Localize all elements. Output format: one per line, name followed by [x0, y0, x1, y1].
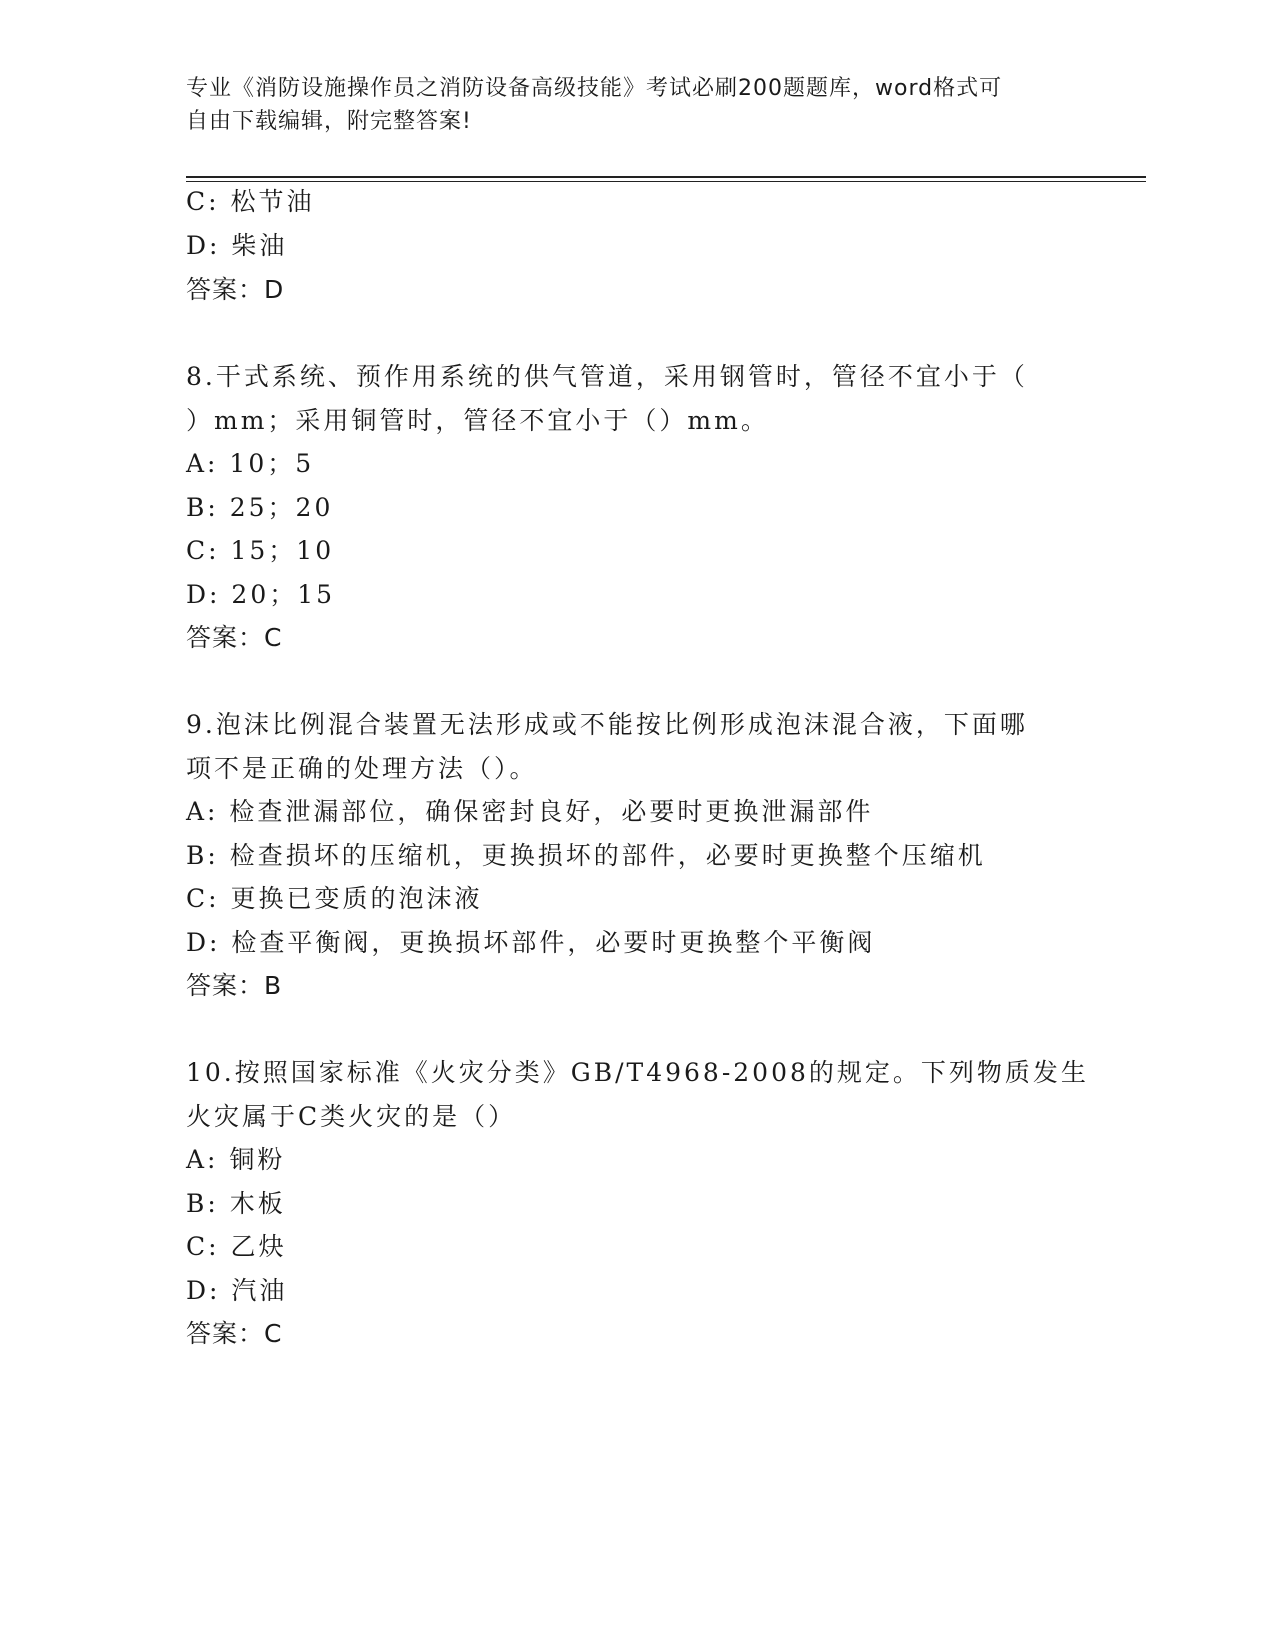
q10-option-c: C: 乙炔: [186, 1232, 287, 1261]
q9-option-a: A: 检查泄漏部位，确保密封良好，必要时更换泄漏部件: [186, 797, 874, 826]
q9-answer: 答案：B: [186, 971, 283, 1000]
q10-option-a: A: 铜粉: [186, 1145, 286, 1174]
q9-option-d: D: 检查平衡阀，更换损坏部件，必要时更换整个平衡阀: [186, 928, 876, 957]
q9-stem-line-1: 9.泡沫比例混合装置无法形成或不能按比例形成泡沫混合液，下面哪: [186, 710, 1028, 739]
q8-stem-line-2: ）mm；采用铜管时，管径不宜小于（）mm。: [186, 406, 769, 435]
q8-stem-line-1: 8.干式系统、预作用系统的供气管道，采用钢管时，管径不宜小于（: [186, 362, 1028, 391]
header-divider-thin: [186, 181, 1146, 182]
q10-stem-line-2: 火灾属于C类火灾的是（）: [186, 1102, 517, 1131]
q9-option-b: B: 检查损坏的压缩机，更换损坏的部件，必要时更换整个压缩机: [186, 841, 986, 870]
q10-answer: 答案：C: [186, 1319, 283, 1348]
header-line-1: 专业《消防设施操作员之消防设备高级技能》考试必刷200题题库，word格式可: [186, 76, 1003, 101]
q9-stem-line-2: 项不是正确的处理方法（）。: [186, 754, 538, 783]
q10-stem-line-1: 10.按照国家标准《火灾分类》GB/T4968-2008的规定。下列物质发生: [186, 1058, 1089, 1087]
q10-option-b: B: 木板: [186, 1189, 286, 1218]
q8-option-b: B: 25；20: [186, 493, 334, 522]
q8-option-a: A: 10；5: [186, 449, 315, 478]
q7-option-c: C: 松节油: [186, 187, 315, 216]
document-header: [186, 72, 1066, 138]
q8-answer: 答案：C: [186, 623, 283, 652]
q8-option-d: D: 20；15: [186, 580, 336, 609]
q7-answer: 答案：D: [186, 275, 285, 304]
q8-option-c: C: 15；10: [186, 536, 335, 565]
q7-option-d: D: 柴油: [186, 231, 288, 260]
header-line-2: 自由下载编辑，附完整答案!: [186, 109, 472, 134]
header-divider-thick: [186, 176, 1146, 178]
q9-option-c: C: 更换已变质的泡沫液: [186, 884, 483, 913]
q10-option-d: D: 汽油: [186, 1276, 288, 1305]
